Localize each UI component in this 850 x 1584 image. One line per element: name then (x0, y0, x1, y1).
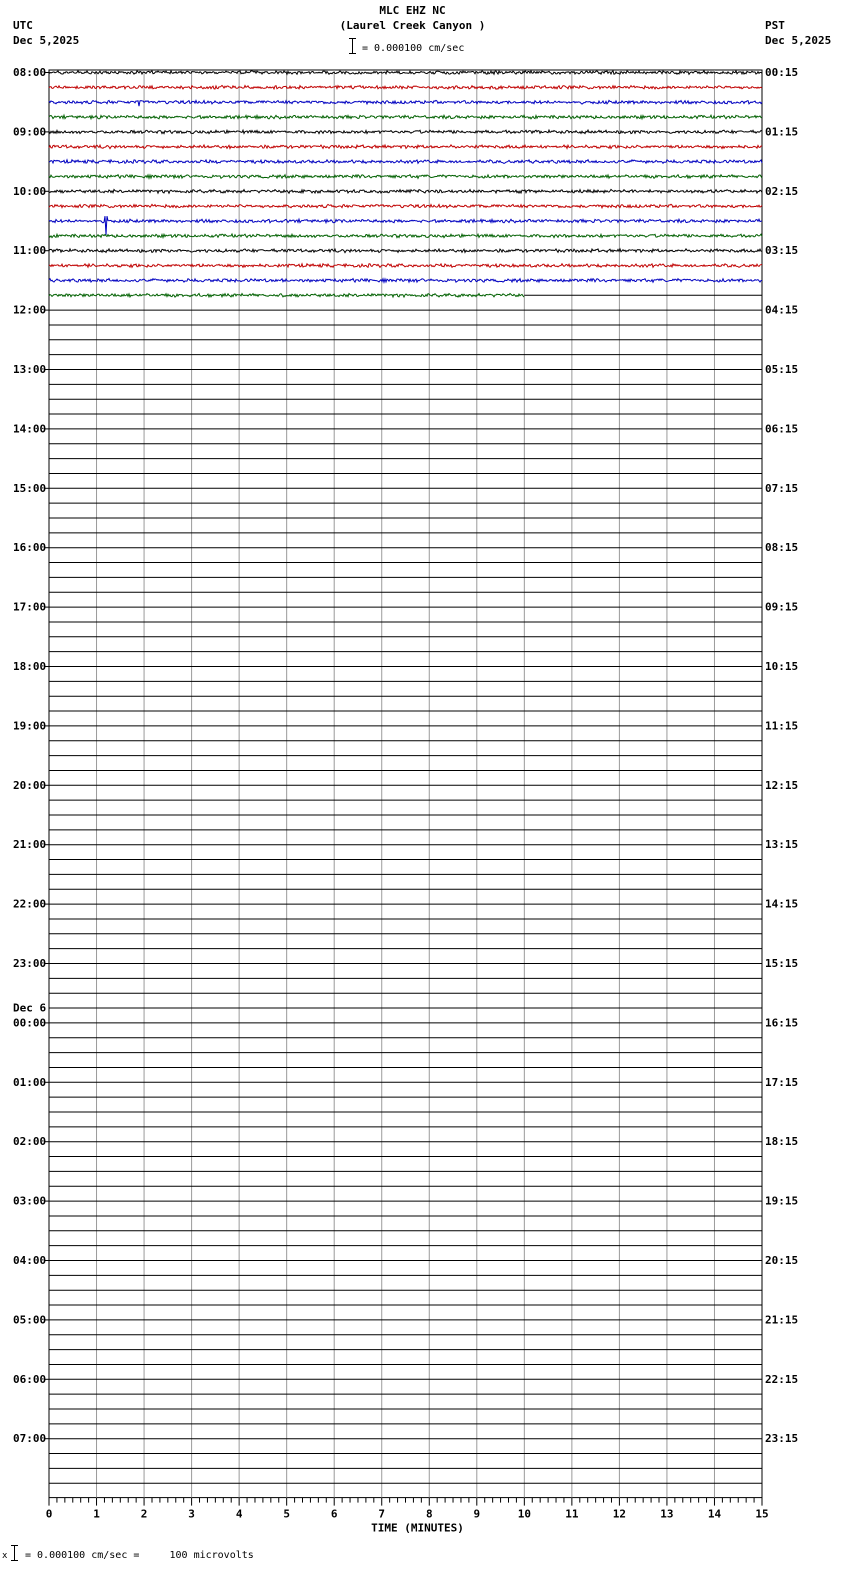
right-hour-label: 10:15 (765, 660, 799, 673)
traces (49, 71, 762, 297)
grid (49, 70, 762, 1498)
station-location: (Laurel Creek Canyon ) (339, 19, 486, 32)
left-hour-label: 07:00 (13, 1432, 47, 1446)
trace-row-7 (49, 175, 762, 179)
right-hour-label: 22:15 (765, 1372, 799, 1386)
x-tick-label: 10 (517, 1507, 531, 1521)
trace-row-11 (49, 234, 762, 238)
left-hour-label: 03:00 (13, 1194, 47, 1208)
trace-row-1 (49, 86, 762, 90)
x-tick-label: 1 (93, 1507, 100, 1521)
left-hour-label: 17:00 (13, 600, 47, 614)
trace-row-13 (49, 264, 762, 268)
x-axis-label: TIME (MINUTES) (371, 1521, 464, 1535)
right-hour-label: 14:15 (765, 897, 799, 911)
left-timezone: UTC (13, 19, 33, 32)
left-hour-label: 16:00 (13, 541, 47, 555)
left-hour-label: 15:00 (13, 481, 47, 495)
x-axis (46, 1498, 769, 1535)
right-hour-label: 09:15 (765, 600, 799, 614)
x-tick-label: 15 (755, 1507, 769, 1521)
right-hour-label: 06:15 (765, 422, 799, 436)
right-hour-label: 00:15 (765, 66, 799, 79)
x-tick-label: 3 (188, 1507, 195, 1521)
left-hour-label: 10:00 (13, 184, 47, 198)
right-hour-label: 11:15 (765, 719, 799, 733)
x-tick-label: 8 (425, 1507, 433, 1521)
left-hour-label: 05:00 (13, 1313, 47, 1327)
left-hour-label: 06:00 (13, 1372, 47, 1386)
x-tick-label: 7 (378, 1507, 386, 1521)
x-tick-label: 12 (612, 1507, 627, 1521)
right-timezone: PST (765, 19, 785, 32)
trace-row-6 (49, 160, 762, 164)
left-date: Dec 5,2025 (13, 34, 80, 47)
right-hour-label: 18:15 (765, 1135, 799, 1149)
left-hour-label: 11:00 (13, 244, 47, 258)
x-tick-label: 14 (707, 1507, 722, 1521)
left-hour-label: 12:00 (13, 303, 47, 317)
x-tick-label: 11 (565, 1507, 579, 1521)
footer-scale-bar-icon (11, 1545, 18, 1561)
right-hour-label: 12:15 (765, 778, 799, 792)
left-hour-label: 13:00 (13, 363, 47, 376)
trace-row-9 (49, 204, 762, 208)
right-hour-label: 04:15 (765, 303, 799, 317)
right-hour-label: 16:15 (765, 1016, 799, 1030)
x-tick-label: 13 (660, 1507, 674, 1521)
x-tick-label: 2 (140, 1507, 148, 1521)
x-tick-label: 4 (235, 1507, 243, 1521)
left-hour-label: 19:00 (13, 719, 47, 733)
x-tick-label: 6 (330, 1507, 338, 1521)
right-hour-label: 20:15 (765, 1254, 799, 1267)
trace-row-0 (49, 71, 762, 75)
right-hour-label: 08:15 (765, 541, 799, 555)
trace-row-14 (49, 279, 762, 283)
right-hour-label: 19:15 (765, 1194, 799, 1208)
trace-row-8 (49, 189, 762, 193)
left-hour-label: 18:00 (13, 660, 47, 673)
right-date: Dec 5,2025 (765, 34, 832, 47)
left-hour-label: 14:00 (13, 422, 47, 436)
left-hour-label: 02:00 (13, 1135, 47, 1149)
right-hour-label: 05:15 (765, 363, 799, 376)
date-change-label: Dec 6 (13, 1001, 47, 1015)
trace-row-10 (49, 216, 762, 235)
left-hour-label: 20:00 (13, 778, 47, 792)
right-hour-label: 15:15 (765, 957, 799, 970)
right-hour-label: 07:15 (765, 481, 799, 495)
x-tick-label: 9 (473, 1507, 481, 1521)
trace-row-2 (49, 100, 762, 106)
footer-scale-text: = 0.000100 cm/sec = 100 microvolts (25, 1550, 254, 1561)
plot-frame (49, 70, 762, 1498)
right-hour-label: 17:15 (765, 1075, 799, 1089)
right-hour-label: 03:15 (765, 244, 799, 258)
right-hour-label: 23:15 (765, 1432, 799, 1446)
x-tick-label: 5 (283, 1507, 290, 1521)
right-hour-label: 01:15 (765, 125, 799, 139)
trace-row-12 (49, 249, 762, 253)
left-hour-label: 09:00 (13, 125, 47, 139)
footer-scale-prefix: x (2, 1551, 8, 1561)
header-scale-text: = 0.000100 cm/sec (362, 43, 465, 54)
trace-row-3 (49, 115, 762, 119)
right-hour-label: 13:15 (765, 838, 799, 852)
left-hour-label: 23:00 (13, 957, 47, 970)
left-hour-label: 21:00 (13, 838, 47, 852)
left-hour-label: 22:00 (13, 897, 47, 911)
left-hour-label: 08:00 (13, 66, 47, 79)
station-title: MLC EHZ NC (379, 4, 446, 17)
left-hour-label: 04:00 (13, 1254, 47, 1267)
right-hour-label: 02:15 (765, 184, 799, 198)
x-tick-label: 0 (45, 1507, 53, 1521)
left-hour-label: 01:00 (13, 1075, 47, 1089)
left-hour-label: 00:00 (13, 1016, 47, 1030)
trace-row-5 (49, 145, 762, 149)
right-hour-label: 21:15 (765, 1313, 799, 1327)
trace-row-4 (49, 130, 762, 134)
